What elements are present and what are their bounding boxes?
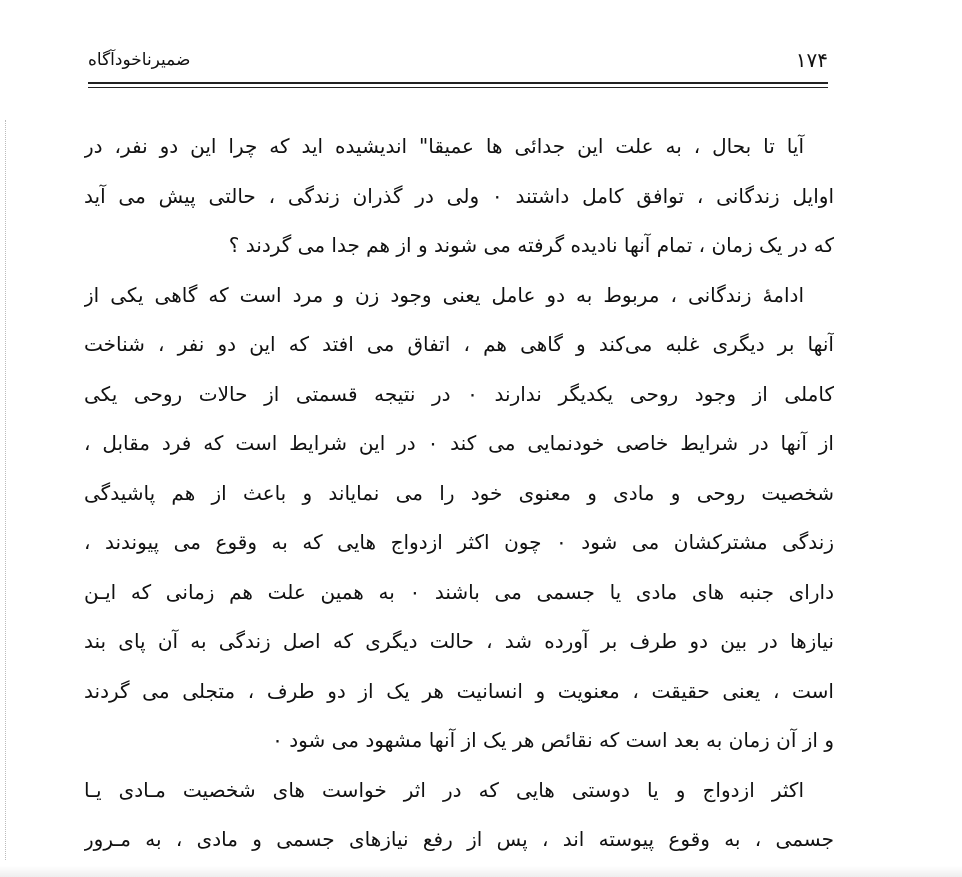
header-rule-thick: [88, 82, 828, 84]
text-line: اوایل زندگانی ، توافق کامل داشتند ۰ ولی در گذران زندگی ، حالتی پیش می آید: [84, 183, 834, 208]
text-line: است ، یعنی حقیقت ، معنویت و انسانیت هر یک از دو طرف ، متجلی می گردند: [84, 678, 834, 703]
text-line: اکثر ازدواج و یا دوستی هایی که در اثر خواست های شخصیت مـادی یـا: [84, 777, 804, 802]
page-number: ۱۷۴: [795, 48, 828, 72]
text-line: زندگی مشترکشان می شود ۰ چون اکثر ازدواج هایی که به وقوع می پیوندند ،: [84, 530, 834, 554]
text-line: جسمی ، به وقوع پیوسته اند ، پس از رفع نیازهای جسمی و مادی ، به مـرور: [84, 827, 834, 851]
body-text: [84, 122, 834, 865]
text-line: از آنها در شرایط خاصی خودنمایی می کند ۰ در این شرایط است که فرد مقابل ،: [84, 431, 834, 455]
text-line: دارای جنبه های مادی یا جسمی می باشند ۰ به همین علت هم زمانی که ایـن: [84, 579, 834, 604]
text-line: آیا تا بحال ، به علت این جدائی ها عمیقا" اندیشیده اید که چرا این دو نفر، در: [84, 134, 804, 158]
text-line: و از آن زمان به بعد است که نقائص هر یک از آنها مشهود می شود ۰: [272, 728, 834, 752]
paragraph-1: [84, 122, 834, 271]
text-line: که در یک زمان ، تمام آنها نادیده گرفته می شوند و از هم جدا می گردند ؟: [228, 233, 834, 257]
running-title: ضمیرناخودآگاه: [88, 50, 191, 70]
page-header: [88, 44, 828, 84]
text-line: کاملی از وجود روحی یکدیگر ندارند ۰ در نتیجه قسمتی از حالات روحی یکی: [84, 381, 834, 406]
paragraph-2: [84, 271, 834, 766]
text-line: ادامهٔ زندگانی ، مربوط به دو عامل یعنی وجود زن و مرد است که گاهی یکی از: [84, 282, 804, 307]
text-line: آنها بر دیگری غلبه می‌کند و گاهی هم ، اتفاق می افتد که این دو نفر ، شناخت: [84, 332, 834, 356]
text-line: نیازها در بین دو طرف بر آورده شد ، حالت دیگری که اصل زندگی به آن پای بند: [84, 629, 834, 653]
page-bottom-edge: [0, 866, 962, 877]
header-rule-thin: [88, 87, 828, 88]
text-line: شخصیت روحی و مادی و معنوی خود را می نمایاند و باعث از هم پاشیدگی: [84, 480, 834, 505]
paragraph-3: [84, 766, 834, 865]
scan-margin-mark: [5, 120, 7, 860]
